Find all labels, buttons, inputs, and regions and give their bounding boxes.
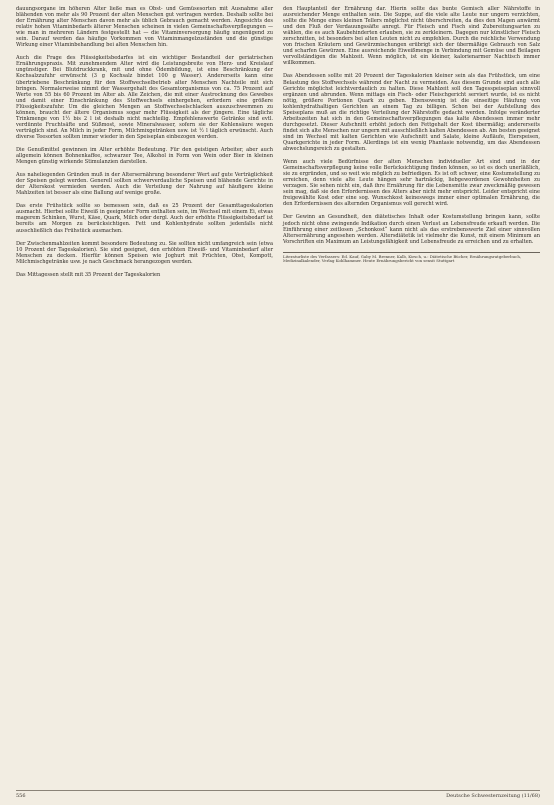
paragraph: dauungsorgane im höheren Alter ließe man es Obst- und Gemüsesorten mit Ausnahme aller blähenden von mehr als 90 Prozent der alten Menschen gut vertragen werden. Deshalb sollte bei der Ernährung alter Menschen davon mehr als üblich Gebrauch gemacht werden. Angesichts des relativ hohen Vitaminbedarfs älterer Menschen scheinen in vielen Gemeinschaftsverpflegungen — wie man in mehreren Ländern festgestellt hat — die Vitaminversorgung häufig ungenügend zu sein. Darauf werden das häufige Vorkommen von Vitaminmangelzuständen und die günstige Wirkung einer Vitaminbehandlung bei alten Menschen hin.	[16, 6, 273, 49]
footer-rule	[16, 790, 540, 791]
paragraph: Aus naheliegenden Gründen muß in der Altersernährung besonderer Wert auf gute Verträglichkeit der Speisen gelegt werden. Generell sollten schwerverdauliche Speisen und blähende Gerichte in der Alterskost vermieden werden. Auch die Verteilung der Nahrung auf häufigere kleine Mahlzeiten ist besser als eine Ballung auf wenige große.	[16, 172, 273, 197]
paragraph: Auch die Frage des Flüssigkeitsbedarfes ist ein wichtiger Bestandteil der geriatrischen Ernährungspraxis. Mit zunehmendem Alter wird die Leistungsbreite von Herz- und Kreislauf ungünstiger. Bei Blutdruckkrank, mit und ohne Ödembildung, ist eine Beschränkung der Kochsalzzufuhr erwünscht (3 g Kochsalz bindet 100 g Wasser). Andererseits kann eine übertriebene Beschränkung für den Stoffwechselbetrieb alter Menschen Nachteile mit sich bringen. Normalerweise nimmt der Wassergehalt des Gesamtorganismus von ca. 75 Prozent auf Werte von 55 bis 60 Prozent im Alter ab. Alle Zeichen, die mit einer Austrocknung des Gewebes und damit einer Einschränkung des Stoffwechsels einhergehen, erfordern eine größere Flüssigkeitszufuhr. Um die gleichen Mengen an Stoffwechselschlacken auszuschwemmen zu können, braucht der ältere Organismus sogar mehr Flüssigkeit als der jüngere. Eine tägliche Trinkmenge von 1½ bis 2 l ist deshalb nicht nachteilig. Empfehlenswerte Getränke sind evtl. verdünnte Fruchtsäfte und Süßmost, sowie Mineralwasser, sofern sie der Kohlensäure wegen verträglich sind. An Milch in jeder Form, Milchmixgetränken usw. ist ½ l täglich erwünscht. Auch diverse Teesorten sollten immer wieder in den Speiseplan einbezogen werden.	[16, 55, 273, 140]
paragraph: den Hauptanteil der Ernährung dar. Hierin sollte das bunte Gemisch aller Nährstoffe in ausreichender Menge enthalten sein. Die Suppe, auf die viele alte Leute nur ungern verzichten, sollte die Menge eines kleinen Tellers möglichst nicht überschreiten, da dies den Magen anwärmt und den Fluß der Verdauungssäfte anregt. Für Fleisch und Fisch sind Zubereitungsarten zu wählen, die es auch Kaubehinderten erlauben, sie zu zerkleinern. Dagegen nur künstlicher Fleisch zerschnitten, ist besonders bei alten Leuten nicht zu empfehlen. Durch die reichliche Verwendung von frischen Kräutern und Gewürzmischungen erübrigt sich der übermäßige Gebrauch von Salz und scharfen Gewürzen. Eine ausreichende Eiweißmenge in Verbindung mit Gemüse und Beilagen vervollständigen die Mahlzeit. Wenn möglich, ist ein kleiner, kalorienarmer Nachtisch immer willkommen.	[283, 6, 540, 67]
paragraph: Der Zwischenmahlzeiten kommt besondere Bedeutung zu. Sie sollten nicht umfangreich sein (etwa 10 Prozent der Tageskalorien). Sie sind geeignet, den erhöhten Eiweiß- und Vitaminbedarf alter Menschen zu decken. Hierfür können Speisen wie Joghurt mit Früchten, Obst, Kompott, Milchmischgetränke usw. je nach Geschmack herangezogen werden.	[16, 240, 273, 265]
text-columns	[16, 6, 540, 784]
right-column	[283, 6, 540, 784]
left-column	[16, 6, 273, 784]
paragraph: Der Gewinn an Gesundheit, den diätetisches Inhalt oder Kostumstellung bringen kann, sollte jedoch nicht ohne zwingende Indikation durch einen Verlust an Lebensfreude erkauft werden. Die Einführung einer zeitlosen „Schonkost“ kann nicht als das erstrebenswerte Ziel einer sinnvollen Altersernährung angesehen werden. Altersdiätetik ist vielmehr die Kunst, mit einem Minimum an Vorschriften ein Maximum an Leistungsfähigkeit und Lebensfreude zu erreichen und zu erhalten.	[283, 214, 540, 245]
journal-name: Deutsche Schwesternzeitung (11/68)	[446, 793, 540, 799]
paragraph: Die Genußmittel gewinnen im Alter erhöhte Bedeutung. Für den geistigen Arbeiter, aber auch allgemein können Bohnenkaffee, schwarzer Tee, Alkohol in Form von Wein oder Bier in kleinen Mengen günstig wirkende Stimulanzien darstellen.	[16, 146, 273, 166]
paragraph: Das Abendessen sollte mit 20 Prozent der Tageskalorien kleiner sein als das Frühstück, um eine Belastung des Stoffwechsels während der Nacht zu vermeiden. Aus diesem Grunde sind auch alle Gerichte möglichst leichtverdaulich zu halten. Diese Mahlzeit soll den Tagesspeiseplan sinnvoll ergänzen und abrunden. Wenn mittags ein Fisch- oder Fleischgericht serviert wurde, ist es nicht nötig, größere Portionen Quark zu geben. Ebensowenig ist die einseitige Häufung von kohlenhydrathaltigen Gerichten an einem Tag zu billigen. Schon bei der Aufstellung des Speiseplans muß an die richtige Verteilung der Nährstoffe gedacht werden. Infolge veränderter Arbeitszeiten hat sich in den Gemeinschaftsverpflegungen das kalte Abendessen immer mehr durchgesetzt. Dieser Aufschnitt erhöht jedoch den Fettgehalt der Kost übermäßig; andererseits findet sich alte Menschen nur ungern mit ausschließlich kalten Abendessen ab. Am besten geeignet sind im Wechsel mit kalten Gerichten wie Aufschnitt und Salate, kleine Aufläufe, Eierspeisen, Quarkgerichte in jeder Form. Allerdings ist ein wenig Phantasie notwendig, um das Abendessen abwechslungsreich zu gestalten.	[283, 73, 540, 153]
paragraph: Wenn auch viele Bedürfnisse der alten Menschen individueller Art sind und in der Gemeinschaftsverpflegung keine volle Berücksichtigung finden können, so ist es doch unerläßlich, sie zu ergründen, und so weit wie möglich zu befriedigen. Es ist oft schwer, eine Kostumstellung zu erreichen, denn viele alte Leute hängen sehr hartnäckig, liebgewordenen Gewohnheiten zu verzagen. Sie sehen nicht ein, daß ihre Ernährung für die Lebensmitte zwar zweckmäßig gewesen sein mag, daß sie den Erfordernissen des Alters aber nicht mehr entspricht. Leider entspricht eine freigewählte Kost oder eine sog. Wunschkost keineswegs immer einer optimalen Ernährung, die den Erfordernissen des alternden Organismus voll gerecht wird.	[283, 159, 540, 208]
page-footer	[16, 793, 540, 799]
paragraph: Das Mittagessen stellt mit 35 Prozent der Tageskalorien	[16, 271, 161, 278]
paragraph: Das erste Frühstück sollte so bemessen sein, daß es 25 Prozent der Gesamttageskalorien ausmacht. Hierbei sollte Eiweiß in geeigneter Form enthalten sein, im Wechsel mit einem Ei, etwas magerem Schinken, Wurst, Käse, Quark, Milch oder dergl. Auch der erhöhte Flüssigkeitsbedarf ist bereits am Morgen zu berücksichtigen. Fett und Kohlenhydrate sollten jedenfalls nicht ausschließlich das Frühstück ausmachen.	[16, 203, 273, 234]
footnote: Literaturliste des Verfassers: Ed. Kauf, Gaby M. Brenner, Kalb, Kirsch, u.: Diätetische Bücher, Ernährungsratgeberbuch, Medizinalkalender, Verlag Kohlhammer. Heute Ernährungsbericht von sensit Stuttgart	[283, 252, 540, 264]
page-number: 556	[16, 793, 26, 799]
